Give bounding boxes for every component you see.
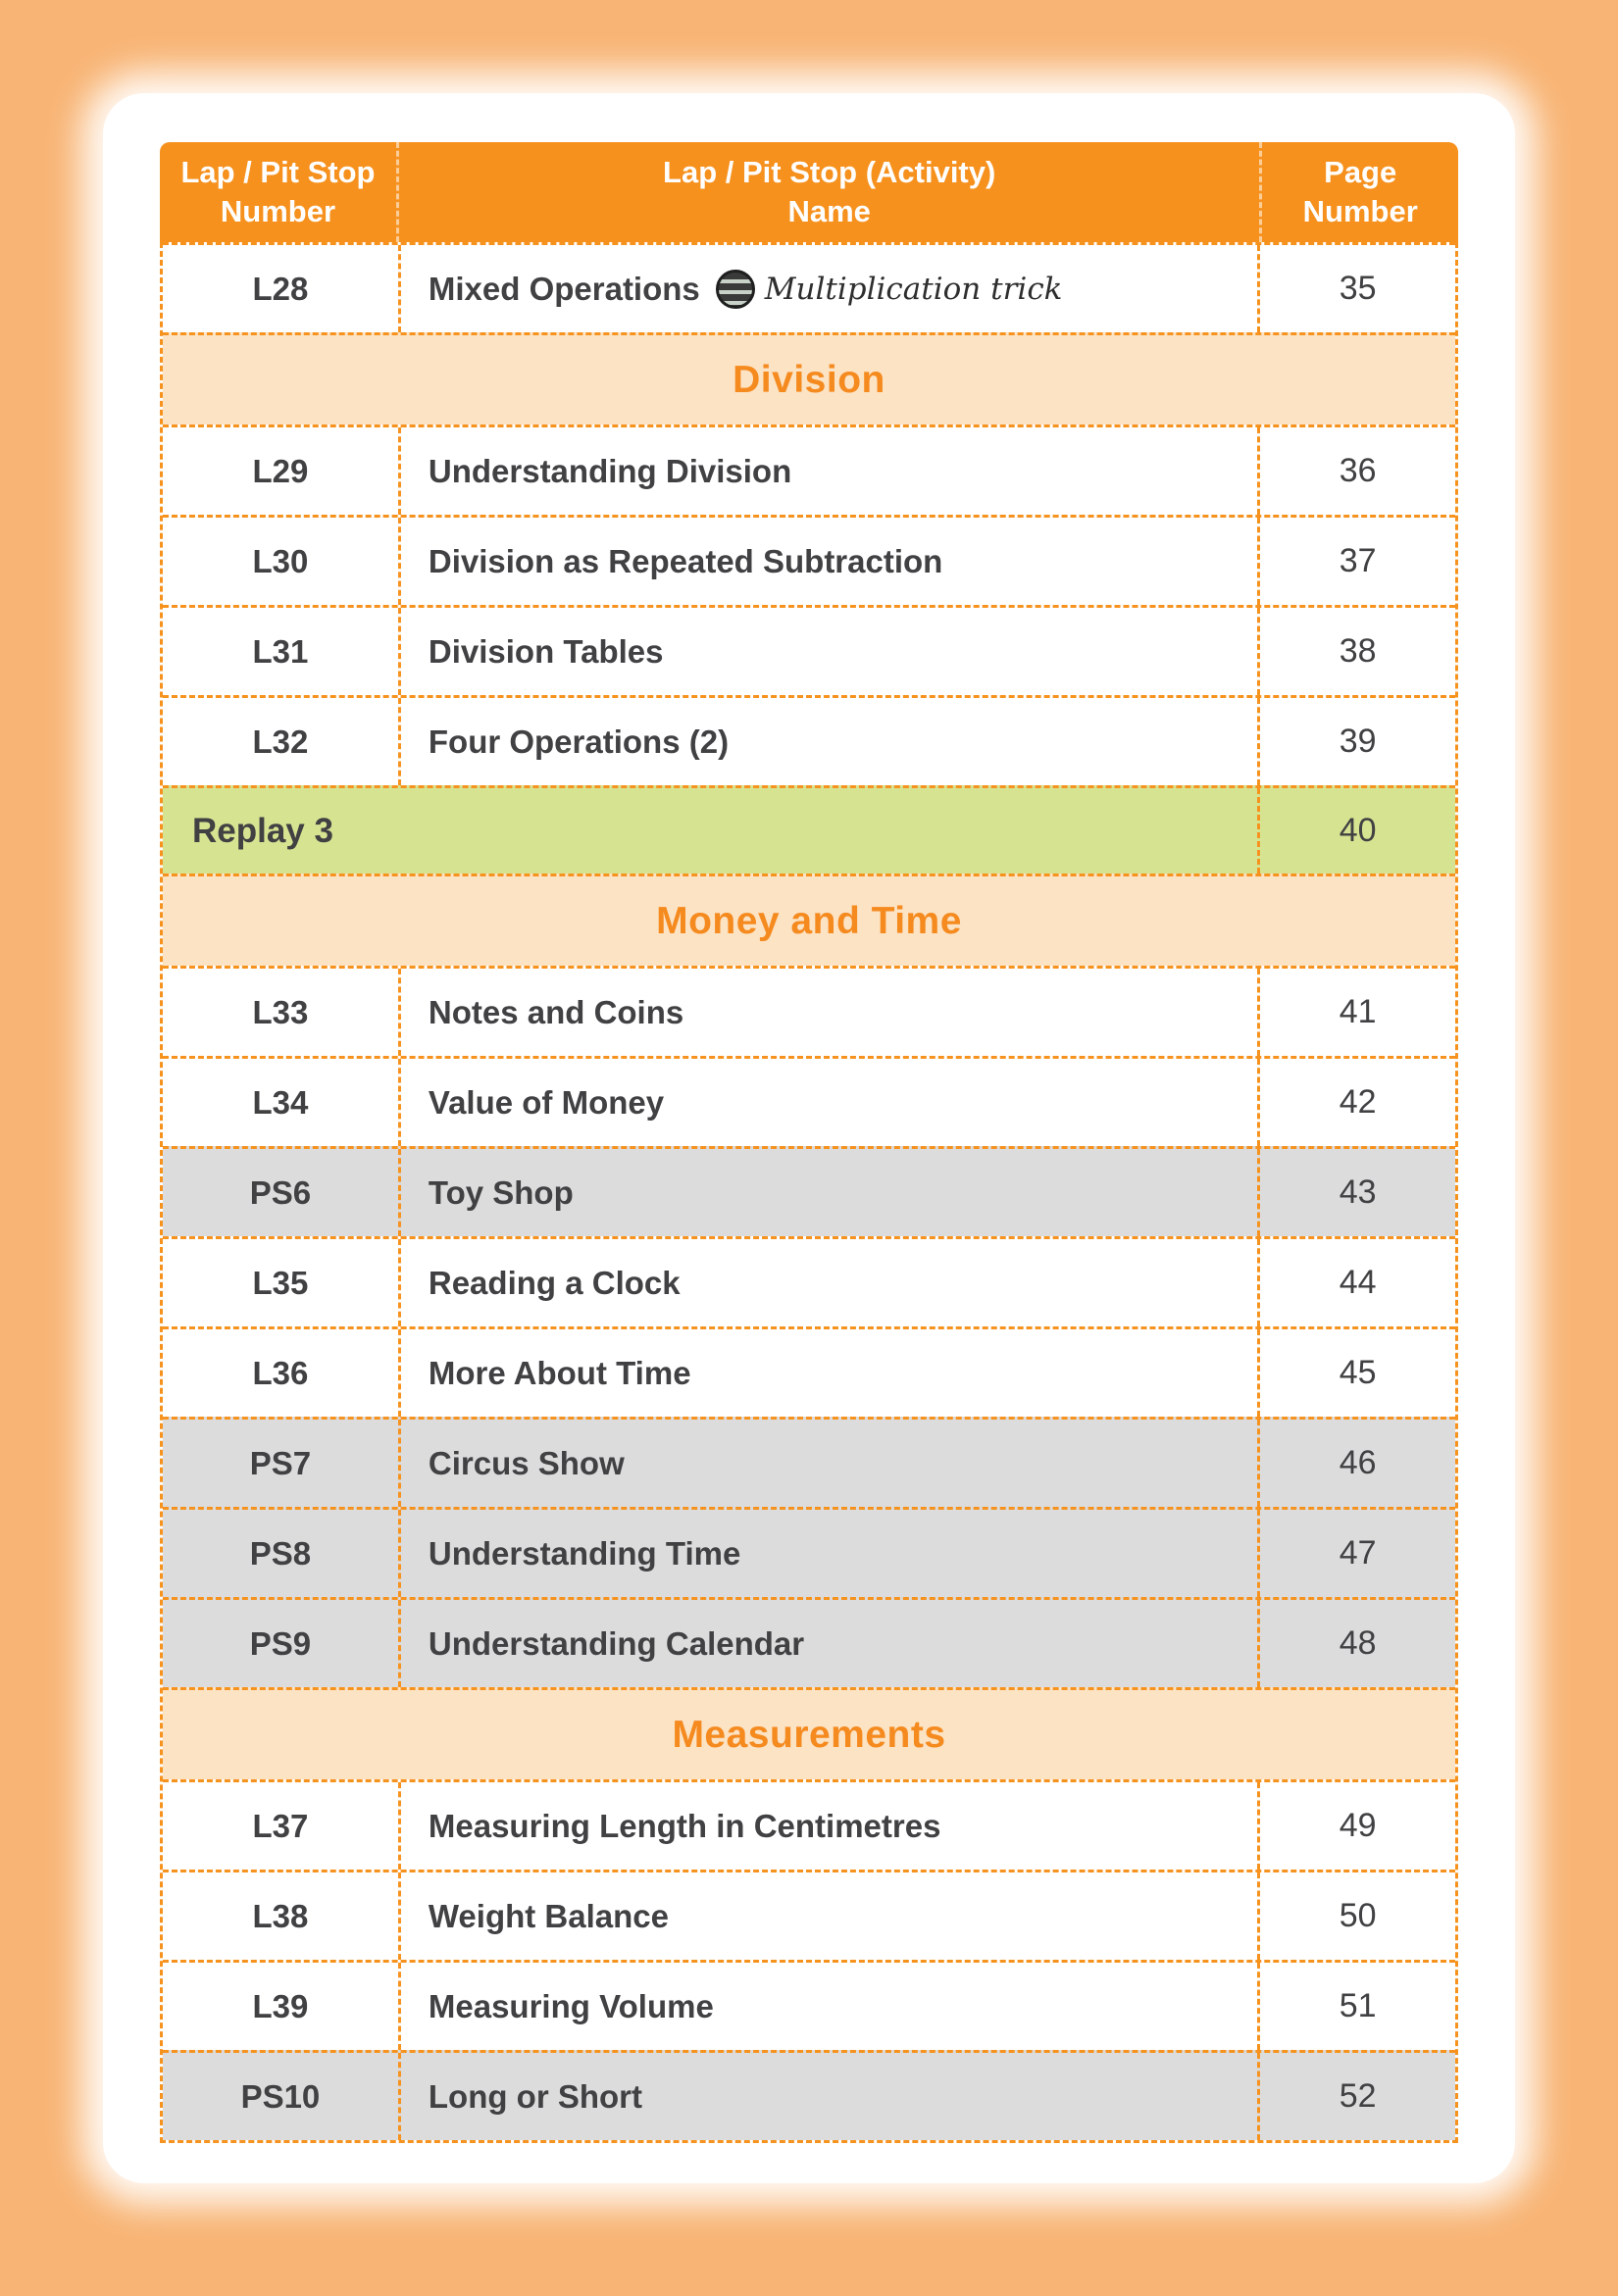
page-number: 36 bbox=[1257, 427, 1455, 515]
activity-name: Reading a Clock bbox=[428, 1264, 681, 1301]
page-number: 35 bbox=[1257, 245, 1455, 332]
section-header-division bbox=[163, 332, 1455, 424]
page-number: 51 bbox=[1257, 1963, 1455, 2050]
activity-name: More About Time bbox=[428, 1354, 691, 1391]
activity-name-cell bbox=[398, 245, 1257, 332]
lap-number: L33 bbox=[252, 993, 309, 1030]
activity-name-cell bbox=[398, 1420, 1257, 1507]
page-number: 47 bbox=[1257, 1510, 1455, 1597]
toc-table bbox=[160, 142, 1458, 2143]
activity-name-cell bbox=[398, 1963, 1257, 2050]
page-number: 39 bbox=[1257, 698, 1455, 785]
lap-number: PS6 bbox=[249, 1173, 312, 1211]
activity-name-cell bbox=[398, 698, 1257, 785]
page-number: 42 bbox=[1257, 1059, 1455, 1146]
lap-number: L28 bbox=[252, 270, 309, 307]
toc-header-row bbox=[160, 142, 1458, 242]
header-page-number bbox=[1259, 142, 1458, 242]
activity-name-cell bbox=[398, 1510, 1257, 1597]
lesson-row-l28 bbox=[163, 242, 1455, 332]
activity-name-cell bbox=[398, 969, 1257, 1056]
activity-name-cell bbox=[398, 1872, 1257, 1960]
trick-badge-label: Multiplication trick bbox=[764, 271, 1063, 307]
lap-number: PS10 bbox=[240, 2077, 321, 2115]
replay-row-replay-3 bbox=[163, 785, 1455, 873]
activity-name-cell bbox=[398, 1329, 1257, 1417]
header-activity-name-line2: Name bbox=[787, 194, 871, 228]
activity-name: Understanding Calendar bbox=[428, 1624, 805, 1662]
trick-badge bbox=[716, 270, 1063, 309]
pitstop-row-ps9 bbox=[163, 1597, 1455, 1687]
page-number: 38 bbox=[1257, 608, 1455, 695]
lesson-row-l33 bbox=[163, 966, 1455, 1056]
header-page-number-line2: Number bbox=[1302, 194, 1418, 228]
header-page-number-line1: Page bbox=[1324, 155, 1397, 190]
activity-name: Measuring Length in Centimetres bbox=[428, 1807, 941, 1844]
activity-name-cell bbox=[398, 1782, 1257, 1870]
page-number: 50 bbox=[1257, 1872, 1455, 1960]
page-number: 43 bbox=[1257, 1149, 1455, 1236]
lesson-row-l35 bbox=[163, 1236, 1455, 1326]
lesson-row-l31 bbox=[163, 605, 1455, 695]
lesson-row-l30 bbox=[163, 515, 1455, 605]
activity-name: Value of Money bbox=[428, 1083, 665, 1121]
activity-name-cell bbox=[398, 427, 1257, 515]
activity-name-cell bbox=[398, 1600, 1257, 1687]
lesson-row-l38 bbox=[163, 1870, 1455, 1960]
section-header-money-and-time bbox=[163, 873, 1455, 966]
lap-number: L39 bbox=[252, 1987, 309, 2024]
lap-number: PS7 bbox=[249, 1444, 312, 1481]
lap-number: L34 bbox=[252, 1083, 309, 1121]
section-title: Division bbox=[733, 358, 885, 401]
activity-name: Four Operations (2) bbox=[428, 723, 730, 760]
activity-name-cell bbox=[398, 1239, 1257, 1326]
activity-name: Understanding Division bbox=[428, 452, 792, 489]
activity-name-cell bbox=[398, 608, 1257, 695]
header-lap-number-line2: Number bbox=[220, 194, 336, 228]
page-number: 46 bbox=[1257, 1420, 1455, 1507]
lesson-row-l34 bbox=[163, 1056, 1455, 1146]
pitstop-row-ps10 bbox=[163, 2050, 1455, 2140]
activity-name: Toy Shop bbox=[428, 1173, 574, 1211]
activity-name: Weight Balance bbox=[428, 1897, 669, 1934]
header-lap-number bbox=[160, 142, 396, 242]
activity-name: Mixed Operations bbox=[428, 270, 700, 307]
pitstop-row-ps6 bbox=[163, 1146, 1455, 1236]
lap-number: PS8 bbox=[249, 1534, 312, 1572]
activity-name-cell bbox=[398, 1059, 1257, 1146]
header-activity-name-line1: Lap / Pit Stop (Activity) bbox=[663, 155, 996, 190]
page-number: 41 bbox=[1257, 969, 1455, 1056]
lap-number: L32 bbox=[252, 723, 309, 760]
page-number: 45 bbox=[1257, 1329, 1455, 1417]
activity-name: Measuring Volume bbox=[428, 1987, 714, 2024]
lesson-row-l36 bbox=[163, 1326, 1455, 1417]
activity-name-cell bbox=[398, 1149, 1257, 1236]
page-number: 49 bbox=[1257, 1782, 1455, 1870]
section-title: Measurements bbox=[672, 1713, 946, 1756]
activity-name-cell bbox=[398, 2053, 1257, 2140]
lesson-row-l32 bbox=[163, 695, 1455, 785]
page-number: 37 bbox=[1257, 518, 1455, 605]
page-number: 40 bbox=[1257, 788, 1455, 873]
lap-number: L36 bbox=[252, 1354, 309, 1391]
lesson-row-l39 bbox=[163, 1960, 1455, 2050]
activity-name: Division as Repeated Subtraction bbox=[428, 542, 943, 579]
activity-name: Circus Show bbox=[428, 1444, 625, 1481]
activity-name-cell bbox=[398, 518, 1257, 605]
activity-name: Understanding Time bbox=[428, 1534, 741, 1572]
lesson-row-l29 bbox=[163, 424, 1455, 515]
lap-number: L38 bbox=[252, 1897, 309, 1934]
toc-body bbox=[160, 242, 1458, 2143]
activity-name: Division Tables bbox=[428, 632, 664, 670]
page-number: 44 bbox=[1257, 1239, 1455, 1326]
activity-name: Long or Short bbox=[428, 2077, 643, 2115]
lap-number: L30 bbox=[252, 542, 309, 579]
lap-number: L31 bbox=[252, 632, 309, 670]
pitstop-row-ps7 bbox=[163, 1417, 1455, 1507]
header-activity-name bbox=[396, 142, 1259, 242]
lap-number: L35 bbox=[252, 1264, 309, 1301]
section-title: Money and Time bbox=[656, 899, 962, 942]
content-panel bbox=[103, 93, 1515, 2183]
lap-number: PS9 bbox=[249, 1624, 312, 1662]
page-number: 48 bbox=[1257, 1600, 1455, 1687]
page-number: 52 bbox=[1257, 2053, 1455, 2140]
replay-label: Replay 3 bbox=[192, 811, 333, 850]
section-header-measurements bbox=[163, 1687, 1455, 1779]
abacus-icon bbox=[716, 270, 755, 309]
lesson-row-l37 bbox=[163, 1779, 1455, 1870]
lap-number: L29 bbox=[252, 452, 309, 489]
pitstop-row-ps8 bbox=[163, 1507, 1455, 1597]
header-lap-number-line1: Lap / Pit Stop bbox=[180, 155, 376, 190]
lap-number: L37 bbox=[252, 1807, 309, 1844]
activity-name: Notes and Coins bbox=[428, 993, 684, 1030]
